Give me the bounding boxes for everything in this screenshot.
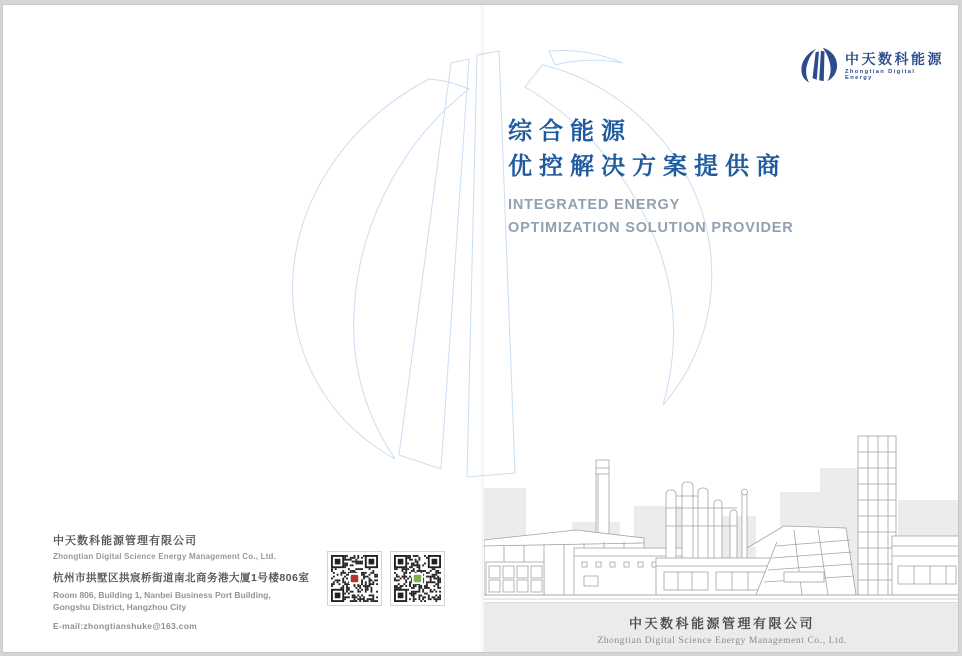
cover-title-zh-line2: 优控解决方案提供商 (508, 152, 787, 180)
cover-footer-band (484, 602, 959, 653)
company-name-en: Zhongtian Digital Science Energy Management Co., Ltd. (53, 552, 277, 561)
contact-info-block (53, 532, 323, 631)
email-text: E-mail:zhongtianshuke@163.com (53, 620, 198, 631)
company-name-zh: 中天数科能源管理有限公司 (53, 535, 197, 547)
cover-title-en-line1: INTEGRATED ENERGY (508, 196, 681, 213)
brand-logo (800, 45, 945, 91)
cover-footer-company-zh: 中天数科能源管理有限公司 (628, 616, 815, 631)
logo-watermark-icon (243, 27, 763, 487)
address-en-line2: Gongshu District, Hangzhou City (53, 601, 187, 612)
address-en-line1: Room 806, Building 1, Nanbei Business Port Building, (53, 590, 271, 600)
address-zh: 杭州市拱墅区拱宸桥街道南北商务港大厦1号楼806室 (53, 572, 310, 584)
cover-title-zh-line1: 综合能源 (508, 118, 632, 145)
cover-footer-company-en: Zhongtian Digital Science Energy Management Co., Ltd. (597, 636, 847, 646)
zhongtian-logo-icon (800, 46, 838, 84)
qr-code-row (327, 551, 445, 606)
qr-code-red (327, 551, 382, 606)
brochure-page (2, 4, 959, 653)
qr-code-green-pattern (394, 555, 441, 602)
industrial-skyline-illustration (484, 430, 959, 602)
qr-code-green (390, 551, 445, 606)
brand-name-zh: 中天数科能源 (845, 51, 944, 67)
cover-title-en-line2: OPTIMIZATION SOLUTION PROVIDER (508, 220, 794, 237)
brand-name-en: Zhongtian Digital Energy (845, 69, 916, 81)
cover-title-block (508, 115, 838, 241)
qr-code-red-pattern (331, 555, 378, 602)
